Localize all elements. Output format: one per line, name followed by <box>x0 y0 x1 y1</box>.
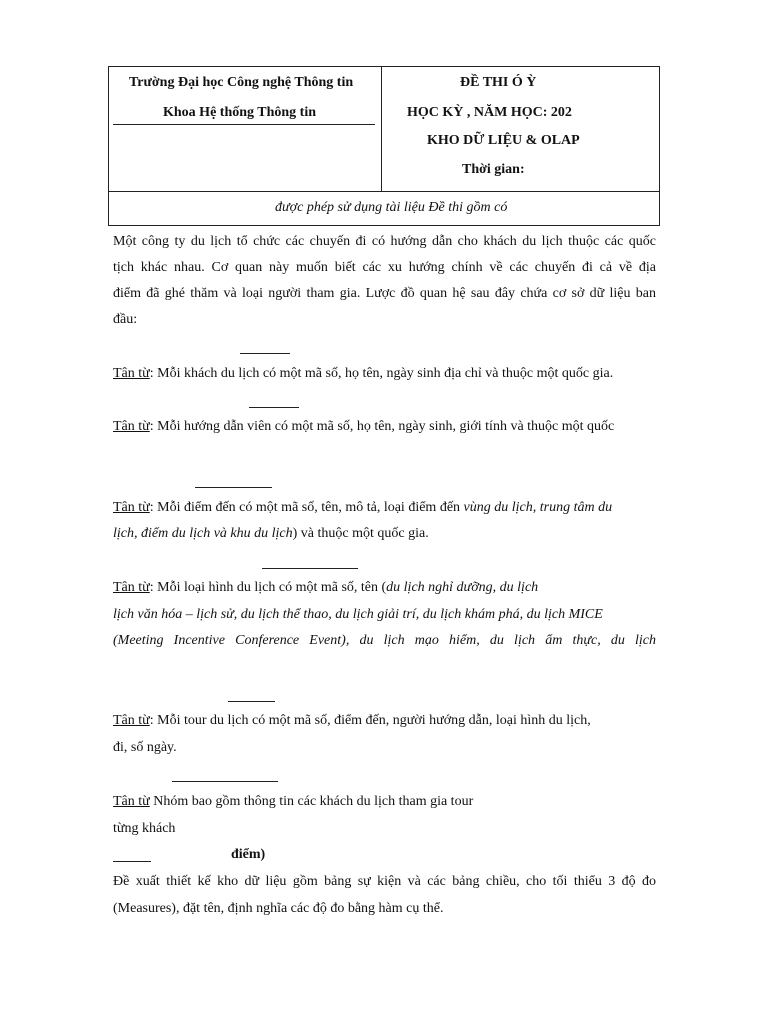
relation-blank-6 <box>172 781 278 782</box>
question-points: điểm) <box>231 847 266 862</box>
predicate-4-line-3: (Meeting Incentive Conference Event), du lịch mạo hiểm, du lịch ẩm thực, du lịch <box>113 633 656 648</box>
course-name: KHO DỮ LIỆU & OLAP <box>427 133 580 148</box>
predicate-italic: du lịch nghỉ dưỡng, du lịch <box>386 580 539 595</box>
predicate-2 <box>113 419 614 435</box>
header-bottom-divider <box>109 191 659 192</box>
predicate-text: ) và thuộc một quốc gia. <box>292 526 429 541</box>
predicate-text: : Mỗi loại hình du lịch có một mã số, tên ( <box>149 580 387 595</box>
predicate-4-line-2: lịch văn hóa – lịch sử, du lịch thể thao, du lịch giải trí, du lịch khám phá, du lịch MICE <box>113 607 603 622</box>
exam-note: được phép sử dụng tài liệu Đề thi gồm có <box>275 200 508 215</box>
predicate-label: Tân từ <box>113 419 150 434</box>
question-line-2: (Measures), đặt tên, định nghĩa các độ đo bằng hàm cụ thể. <box>113 901 444 916</box>
school-name: Trường Đại học Công nghệ Thông tin <box>129 75 354 90</box>
predicate-5-line-1 <box>113 713 591 729</box>
intro-line-3: điểm đã ghé thăm và loại người tham gia. Lược đồ quan hệ sau đây chứa cơ sở dữ liệu ban <box>113 286 656 301</box>
predicate-italic: lịch, điểm du lịch và khu du lịch <box>113 526 293 541</box>
predicate-3-line-1 <box>113 500 612 516</box>
predicate-4-line-1 <box>113 580 538 596</box>
predicate-label: Tân từ <box>113 713 150 728</box>
header-divider <box>381 67 382 191</box>
predicate-text: : Mỗi hướng dẫn viên có một mã số, họ tên, ngày sinh, giới tính và thuộc một quốc <box>149 419 615 434</box>
question-line-1: Đề xuất thiết kế kho dữ liệu gồm bảng sự kiện và các bảng chiều, cho tối thiểu 3 độ đo <box>113 874 656 889</box>
question-blank <box>113 861 151 862</box>
predicate-italic: vùng du lịch, trung tâm du <box>463 500 613 515</box>
relation-blank-3 <box>195 487 272 488</box>
predicate-text: Nhóm bao gồm thông tin các khách du lịch tham gia tour <box>149 794 474 809</box>
relation-blank-1 <box>240 353 290 354</box>
exam-title: ĐỀ THI Ó Ỳ <box>460 75 537 90</box>
relation-blank-2 <box>249 407 299 408</box>
predicate-5-line-2: đi, số ngày. <box>113 740 177 755</box>
predicate-label: Tân từ <box>113 794 150 809</box>
predicate-6-line-1 <box>113 794 473 810</box>
predicate-6-line-2: từng khách <box>113 821 176 836</box>
predicate-text: : Mỗi điểm đến có một mã số, tên, mô tả, loại điểm đến <box>149 500 464 515</box>
predicate-1 <box>113 366 613 382</box>
predicate-3-line-2 <box>113 526 429 542</box>
exam-time: Thời gian: <box>462 162 525 177</box>
predicate-text: : Mỗi tour du lịch có một mã số, điểm đến, người hướng dẫn, loại hình du lịch, <box>149 713 591 728</box>
predicate-label: Tân từ <box>113 580 150 595</box>
intro-line-2: tịch khác nhau. Cơ quan này muốn biết các xu hướng chính về các chuyến đi cả về địa <box>113 260 656 275</box>
predicate-text: : Mỗi khách du lịch có một mã số, họ tên, ngày sinh địa chỉ và thuộc một quốc gia. <box>149 366 614 381</box>
intro-line-4: đầu: <box>113 312 138 327</box>
relation-blank-4 <box>262 568 358 569</box>
predicate-label: Tân từ <box>113 366 150 381</box>
exam-header-table <box>108 66 660 226</box>
predicate-label: Tân từ <box>113 500 150 515</box>
faculty-name: Khoa Hệ thống Thông tin <box>163 105 317 120</box>
intro-line-1: Một công ty du lịch tổ chức các chuyến đi có hướng dẫn cho khách du lịch thuộc các quốc <box>113 234 656 249</box>
semester-line: HỌC KỲ , NĂM HỌC: 202 <box>407 105 572 120</box>
faculty-underline <box>113 124 375 125</box>
relation-blank-5 <box>228 701 275 702</box>
